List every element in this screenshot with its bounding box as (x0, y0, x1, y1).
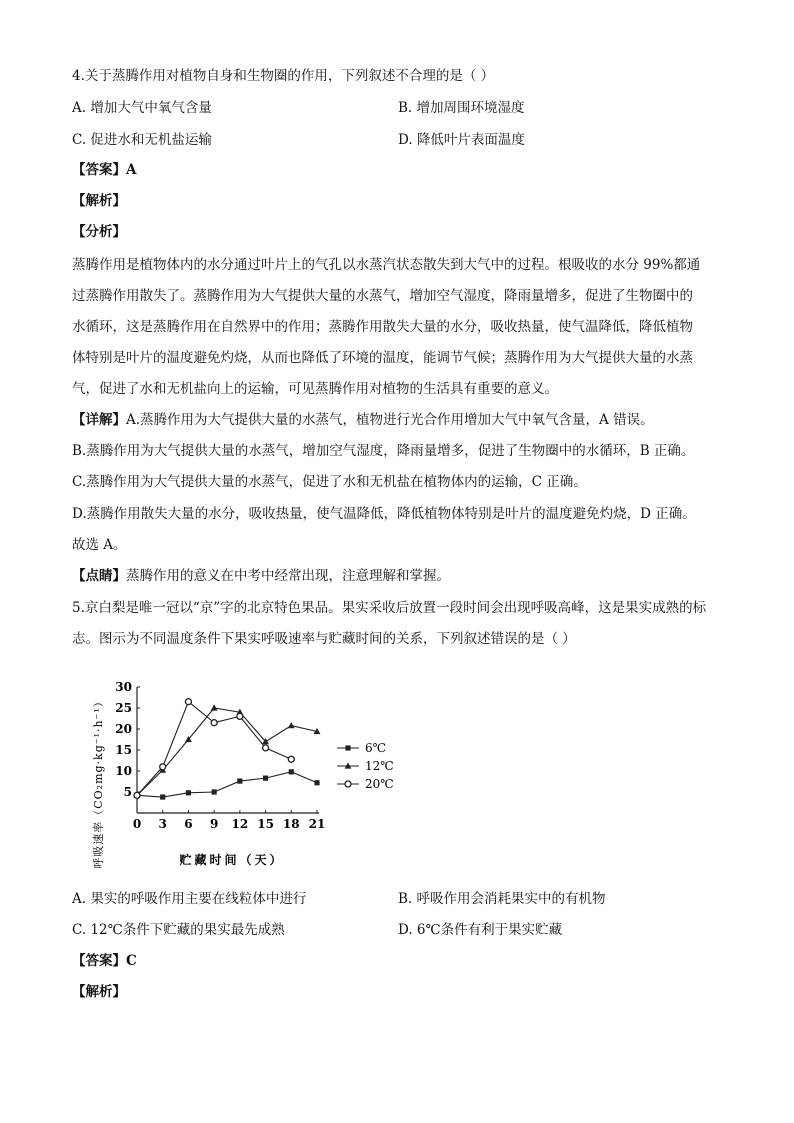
q4-detail-line-a (72, 410, 654, 430)
q4-detail-line-b: B.蒸腾作用为大气提供大量的水蒸气，增加空气湿度，降雨量增多，促进了生物圈中的水循环，B 正确。 (72, 443, 695, 459)
y-tick-label: 10 (115, 764, 132, 778)
data-point-square (237, 778, 242, 783)
data-point-circle (134, 792, 140, 798)
chart-ticks (115, 680, 325, 831)
q4-fenxi-label: 【分析】 (72, 224, 126, 240)
q5-jiexi-label: 【解析】 (72, 984, 126, 1000)
data-point-triangle (211, 704, 218, 710)
q4-answer (72, 160, 136, 180)
data-point-circle (160, 764, 166, 770)
answer-value: C (126, 953, 137, 969)
data-point-circle (185, 699, 191, 705)
legend-label: 20℃ (365, 777, 394, 791)
chart-axes (137, 687, 319, 813)
q4-analysis-line: 过蒸腾作用散失了。蒸腾作用为大气提供大量的水蒸气，增加空气湿度，降雨量增多，促进了生物圈中的 (72, 288, 693, 304)
series-line-triangle (137, 708, 317, 795)
data-point-square (212, 789, 217, 794)
answer-value: A (126, 162, 137, 178)
q4-option-d: D. 降低叶片表面温度 (398, 132, 525, 148)
answer-label: 【答案】 (72, 162, 126, 178)
q4-analysis-line: 体特别是叶片的温度避免灼烧，从而也降低了环境的温度，能调节气候；蒸腾作用为大气提供大量的水蒸 (72, 350, 693, 366)
y-tick-label: 30 (115, 680, 132, 694)
y-tick-label: 25 (115, 701, 132, 715)
x-tick-label: 12 (231, 817, 249, 831)
detail-text: A.蒸腾作用为大气提供大量的水蒸气，植物进行光合作用增加大气中氧气含量，A 错误。 (126, 412, 654, 428)
x-tick-label: 3 (158, 817, 167, 831)
q4-stem: 4.关于蒸腾作用对植物自身和生物圈的作用，下列叙述不合理的是（ ） (72, 68, 495, 84)
q4-option-c: C. 促进水和无机盐运输 (72, 132, 212, 148)
data-point-square (289, 769, 294, 774)
x-axis-label: 贮藏时间（天） (179, 853, 285, 867)
respiration-chart (80, 670, 420, 875)
x-tick-label: 18 (282, 817, 300, 831)
q4-analysis-line: 蒸腾作用是植物体内的水分通过叶片上的气孔以水蒸汽状态散失到大气中的过程。根吸收的水分 99%都通 (72, 257, 701, 273)
q4-detail-line-d: D.蒸腾作用散失大量的水分，吸收热量，使气温降低，降低植物体特别是叶片的温度避免灼烧，D 正确。 (72, 506, 696, 522)
detail-label: 【详解】 (72, 412, 126, 428)
data-point-triangle (288, 722, 295, 728)
comment-text: 蒸腾作用的意义在中考中经常出现，注意理解和掌握。 (126, 568, 450, 584)
data-point-circle (211, 720, 217, 726)
q5-option-b: B. 呼吸作用会消耗果实中的有机物 (398, 891, 606, 907)
legend-marker-square (345, 745, 350, 750)
q4-analysis-line: 水循环，这是蒸腾作用在自然界中的作用；蒸腾作用散失大量的水分，吸收热量，使气温降低，降低植物 (72, 319, 693, 335)
x-tick-label: 9 (209, 817, 219, 831)
comment-label: 【点睛】 (72, 568, 126, 584)
x-tick-label: 6 (184, 817, 193, 831)
q5-stem-line: 志。图示为不同温度条件下果实呼吸速率与贮藏时间的关系，下列叙述错误的是（ ） (72, 631, 576, 647)
q5-stem-line: 5.京白梨是唯一冠以“京”字的北京特色果品。果实采收后放置一段时间会出现呼吸高峰，这是果实成熟的标 (72, 600, 707, 616)
data-point-square (263, 776, 268, 781)
q4-comment (72, 566, 450, 586)
data-point-circle (288, 756, 294, 762)
data-point-circle (237, 713, 243, 719)
legend-label: 12℃ (365, 759, 394, 773)
legend-marker-circle (345, 781, 351, 787)
x-tick-label: 0 (132, 817, 142, 831)
q4-detail-line-c: C.蒸腾作用为大气提供大量的水蒸气，促进了水和无机盐在植物体内的运输，C 正确。 (72, 474, 587, 490)
q5-option-c: C. 12℃条件下贮藏的果实最先成熟 (72, 922, 285, 938)
data-point-square (314, 780, 319, 785)
q4-option-b: B. 增加周围环境湿度 (398, 100, 525, 116)
series-line-square (137, 772, 317, 797)
chart-series (134, 699, 321, 800)
q4-jiexi-label: 【解析】 (72, 193, 126, 209)
x-tick-label: 21 (308, 817, 326, 831)
data-point-square (186, 790, 191, 795)
y-tick-label: 5 (123, 785, 132, 799)
data-point-circle (263, 745, 269, 751)
q5-option-d: D. 6℃条件有利于果实贮藏 (398, 922, 563, 938)
answer-label: 【答案】 (72, 953, 126, 969)
q5-answer (72, 951, 137, 971)
y-tick-label: 20 (115, 722, 132, 736)
q4-analysis-line: 气，促进了水和无机盐向上的运输，可见蒸腾作用对植物的生活具有重要的意义。 (72, 381, 558, 397)
q4-option-a: A. 增加大气中氧气含量 (72, 100, 212, 116)
chart-legend (337, 741, 394, 791)
q4-detail-conclusion: 故选 A。 (72, 537, 127, 553)
q5-option-a: A. 果实的呼吸作用主要在线粒体中进行 (72, 891, 307, 907)
y-axis-label: 呼吸速率（CO₂mg·kg⁻¹·h⁻¹） (92, 695, 105, 869)
legend-label: 6℃ (365, 741, 387, 755)
y-tick-label: 15 (115, 743, 132, 757)
data-point-square (160, 794, 165, 799)
x-tick-label: 15 (257, 817, 274, 831)
